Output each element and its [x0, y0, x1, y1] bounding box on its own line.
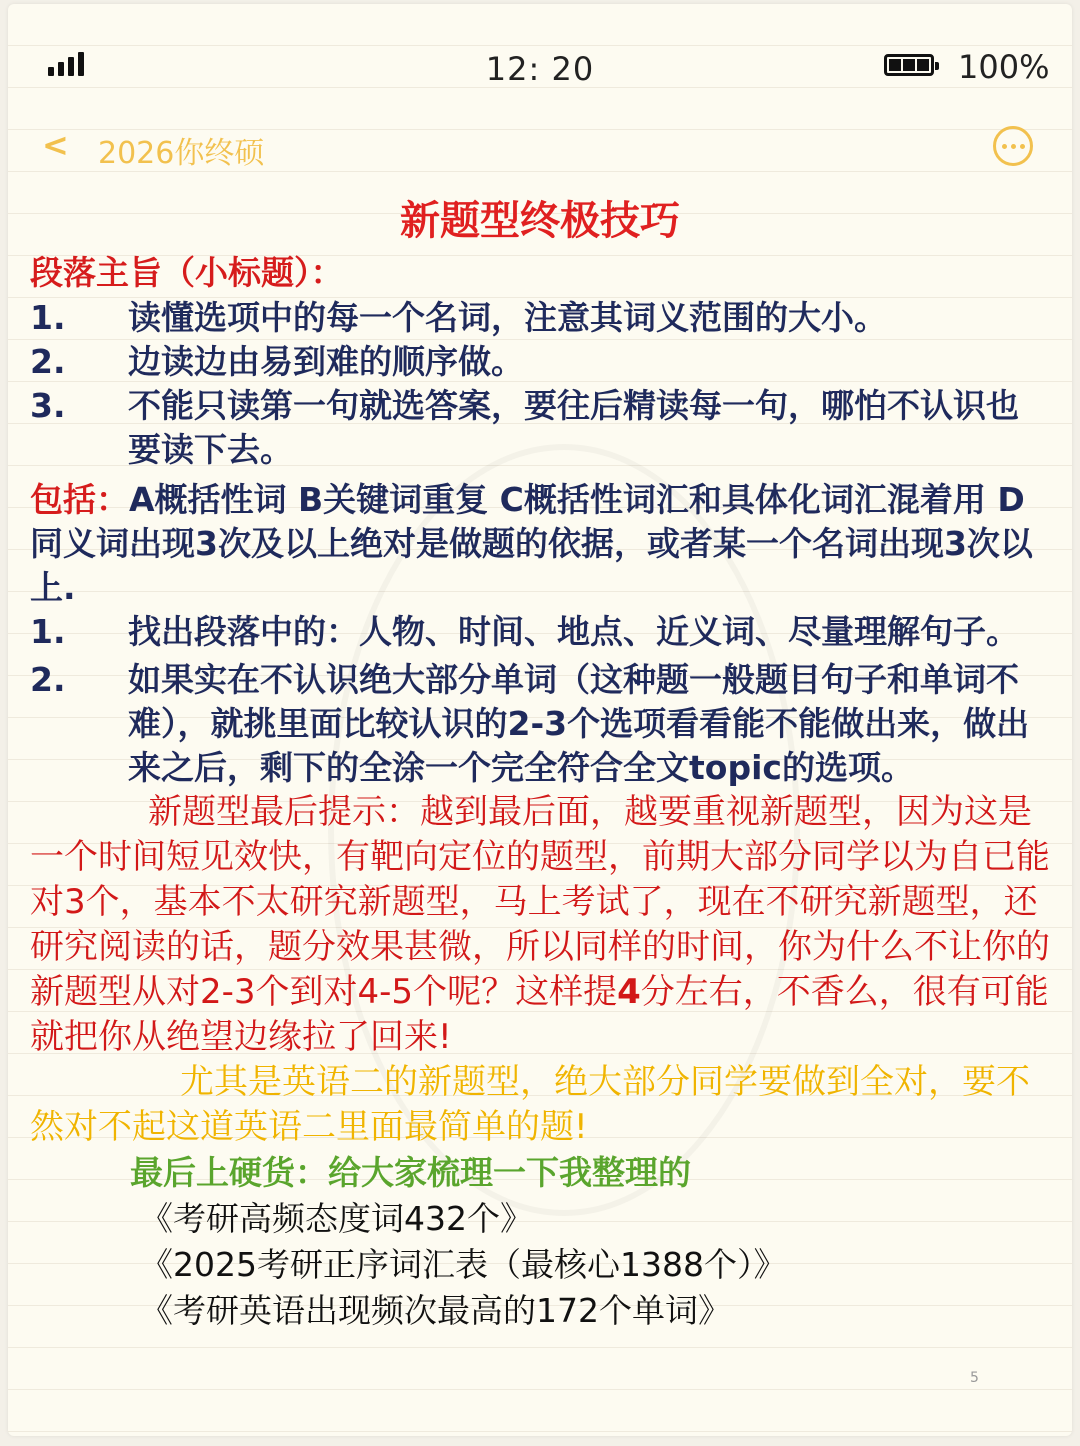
nav-bar — [8, 114, 1072, 184]
english2-tip: 尤其是英语二的新题型，绝大部分同学要做到全对，要不然对不起这道英语二里面最简单的题! — [30, 1062, 1030, 1147]
list-text: 如果实在不认识绝大部分单词（这种题一般题目句子和单词不难），就挑里面比较认识的2-3个选项看看能不能做出来，做出来之后，剩下的全涂一个完全符合全文topic的选项。 — [128, 660, 1030, 787]
note-page — [8, 4, 1072, 1436]
book-title: 《考研英语出现频次最高的172个单词》 — [140, 1291, 731, 1330]
note-content — [30, 192, 1050, 1334]
list-number: 2. — [30, 660, 66, 699]
final-tip-paragraph — [30, 790, 1050, 1060]
list-text: 边读边由易到难的顺序做。 — [128, 342, 524, 381]
section1-heading: 段落主旨（小标题）： — [30, 253, 344, 292]
status-bar — [8, 4, 1072, 124]
book-title: 《考研高频态度词432个》 — [140, 1199, 533, 1238]
list-item — [30, 340, 1050, 384]
list-text: 不能只读第一句就选答案，要往后精读每一句，哪怕不认识也要读下去。 — [128, 386, 1019, 469]
final-tip-highlight: 4 — [617, 972, 641, 1012]
section2-text: A概括性词 B关键词重复 C概括性词汇和具体化词汇混着用 D同义词出现3次及以上绝对是做题的依据，或者某一个名词出现3次以上. — [30, 480, 1033, 607]
list-item — [30, 296, 1050, 340]
list-item — [30, 610, 1050, 654]
list-number: 1. — [30, 612, 66, 651]
battery-percent: 100% — [958, 48, 1050, 86]
section2-heading: 包括： — [30, 480, 129, 519]
book-title: 《2025考研正序词汇表（最核心1388个）》 — [140, 1245, 787, 1284]
page-number: 5 — [970, 1370, 979, 1386]
list-text: 找出段落中的：人物、时间、地点、近义词、尽量理解句子。 — [128, 612, 1019, 651]
status-time: 12: 20 — [485, 50, 595, 88]
list-number: 1. — [30, 298, 66, 337]
page-title: 新题型终极技巧 — [400, 197, 680, 244]
list-item — [30, 658, 1050, 790]
section2-intro — [30, 478, 1050, 610]
final-tip-text-2: 分左右，不香么，很有可能就把你从绝望边缘拉了回来! — [30, 972, 1049, 1057]
chevron-left-icon[interactable]: < — [42, 126, 69, 164]
resources-intro: 最后上硬货：给大家梳理一下我整理的 — [130, 1153, 691, 1192]
battery-icon — [884, 54, 934, 76]
list-number: 3. — [30, 386, 66, 425]
list-number: 2. — [30, 342, 66, 381]
nav-title[interactable]: 2026你终硕 — [98, 136, 265, 171]
final-tip-text-1: 新题型最后提示：越到最后面，越要重视新题型，因为这是一个时间短见效快，有靶向定位的题型，前期大部分同学以为自已能对3个，基本不太研究新题型，马上考试了，现在不研究新题型，还研究阅读的话，题分效果甚微，所以同样的时间，你为什么不让你的新题型从对2-3个到对4-5个呢？这样提 — [30, 792, 1050, 1012]
list-text: 读懂选项中的每一个名词，注意其词义范围的大小。 — [128, 298, 887, 337]
list-item — [30, 384, 1050, 472]
more-dots-icon[interactable] — [993, 126, 1033, 166]
